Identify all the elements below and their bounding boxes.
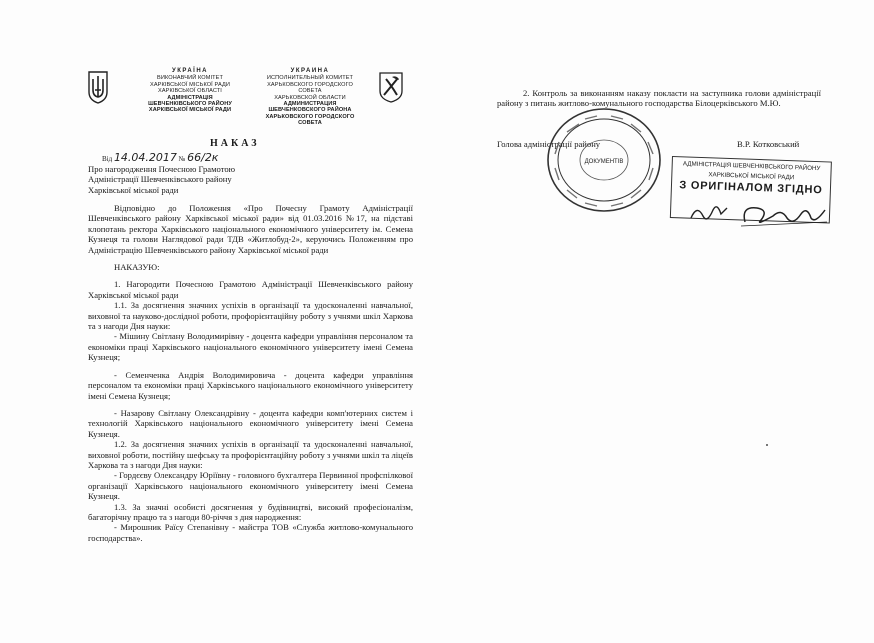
document-title: НАКАЗ bbox=[210, 138, 260, 149]
header-line: ХАРЬКОВСКОГО ГОРОДСКОГО СОВЕТА bbox=[265, 113, 355, 127]
date-prefix: Від bbox=[102, 155, 113, 163]
awardee-item: - Мирошник Раїсу Степанівну - майстра ТОВ «Служба житлово-комунального господарства». bbox=[88, 522, 413, 543]
city-emblem-icon bbox=[378, 71, 404, 103]
clause-1: 1. Нагородити Почесною Грамотою Адміністрації Шевченківського району Харківської міської ради bbox=[88, 279, 413, 300]
handwritten-signature-icon bbox=[683, 196, 833, 230]
header-line: ХАРКІВСЬКОЇ МІСЬКОЇ РАДИ bbox=[148, 107, 232, 114]
header-line: ИСПОЛНИТЕЛЬНЫЙ КОМИТЕТ bbox=[266, 75, 354, 82]
awardee-item: - Мішину Світлану Володимирівну - доцента кафедри управління персоналом та економіки праці Харківського національного економічного університету імені Семена Кузнеця; bbox=[88, 331, 413, 363]
document-body bbox=[88, 203, 413, 543]
handwritten-number: 66/2к bbox=[187, 151, 219, 164]
scan-speck bbox=[766, 444, 768, 446]
stamp-line: АДМІНІСТРАЦІЯ ШЕВЧЕНКІВСЬКОГО РАЙОНУ bbox=[682, 160, 821, 173]
header-line: ШЕВЧЕНКОВСКОГО РАЙОНА bbox=[268, 107, 352, 114]
awardee-item: - Назарову Світлану Олександрівну - доцента кафедри комп'ютерних систем і технологій Харківського національного економічного університету імені Семена Кузнеця. bbox=[88, 407, 413, 439]
header-line: ХАРКІВСЬКОЇ МІСЬКОЇ РАДИ bbox=[150, 81, 230, 88]
header-russian bbox=[255, 68, 365, 127]
header-line: ХАРЬКОВСКОГО ГОРОДСКОГО СОВЕТА bbox=[267, 81, 353, 95]
awardee-item: - Гордєєву Олександру Юріївну - головного бухгалтера Первинної профспілкової організації Харківського національного економічного університету імені Семена Кузнеця. bbox=[88, 470, 413, 502]
nakazuyu-heading: НАКАЗУЮ: bbox=[114, 262, 160, 273]
document-subject bbox=[88, 164, 328, 195]
header-line: ВИКОНАВЧИЙ КОМІТЕТ bbox=[157, 75, 223, 82]
round-seal-icon bbox=[545, 106, 663, 214]
seal-center-text: ДОКУМЕНТІВ bbox=[584, 159, 624, 165]
header-line: АДМИНИСТРАЦИЯ bbox=[283, 101, 337, 108]
clause-2-text: 2. Контроль за виконанням наказу покласти на заступника голови адміністрації району з питань житлово-комунального господарства Білоцерківського М.Ю. bbox=[497, 88, 821, 109]
stamp-line: ХАРКІВСЬКОЇ МІСЬКОЇ РАДИ bbox=[708, 171, 795, 182]
header-country: УКРАИНА bbox=[290, 68, 330, 74]
clause-1-1: 1.1. За досягнення значних успіхів в організації та удосконаленні навчальної, виховної та науково-дослідної роботи, профорієнтаційну роботу з учнями шкіл Харкова та з нагоди Дня науки: bbox=[88, 300, 413, 332]
header-country: УКРАЇНА bbox=[171, 68, 209, 74]
stamp-main-text: З ОРИГІНАЛОМ ЗГІДНО bbox=[679, 179, 823, 197]
header-line: АДМІНІСТРАЦІЯ bbox=[167, 94, 213, 101]
trident-emblem-icon bbox=[87, 70, 109, 104]
clause-1-2: 1.2. За досягнення значних успіхів в організації та удосконаленні навчальної, виховної роботи, постійну шефську та профорієнтаційну роботу з учнями шкіл та ліцеїв Харкова та з нагоди Дня науки: bbox=[88, 439, 413, 470]
awardee-item: - Семенченка Андрія Володимировича - доцента кафедри управління персоналом та економіки праці Харківського національного економічного університету імені Семена Кузнеця; bbox=[88, 369, 413, 401]
preamble: Відповідно до Положення «Про Почесну Грамоту Адміністрації Шевченківського району Харківської міської ради» від 01.03.2016 №17, на підставі клопотань ректора Харківського національного економічного університету ім. Семена Кузнеця та голови Наглядової ради ТДВ «Житлобуд-2», керуючись Положенням про Адміністрацію Шевченківського району Харківської міської ради bbox=[88, 203, 413, 255]
subject-line: Адміністрації Шевченківського району bbox=[88, 174, 232, 185]
document-number-line bbox=[102, 151, 218, 164]
header-line: ХАРЬКОВСКОЙ ОБЛАСТИ bbox=[274, 94, 346, 101]
subject-line: Харківської міської ради bbox=[88, 184, 179, 195]
signature-position: Голова адміністрації району bbox=[497, 139, 601, 149]
number-prefix: № bbox=[178, 155, 186, 163]
clause-1-3: 1.3. За значні особисті досягнення у будівництві, високий професіоналізм, багаторічну працю та з нагоди 80-річчя з дня народження: bbox=[88, 501, 413, 522]
subject-line: Про нагородження Почесною Грамотою bbox=[88, 164, 236, 174]
header-line: ХАРКІВСЬКОЇ ОБЛАСТІ bbox=[158, 88, 222, 95]
handwritten-date: 14.04.2017 bbox=[113, 151, 177, 164]
signature-name: В.Р. Котковський bbox=[737, 139, 800, 149]
header-line: ШЕВЧЕНКІВСЬКОГО РАЙОНУ bbox=[148, 101, 232, 108]
header-ukrainian bbox=[140, 68, 240, 114]
